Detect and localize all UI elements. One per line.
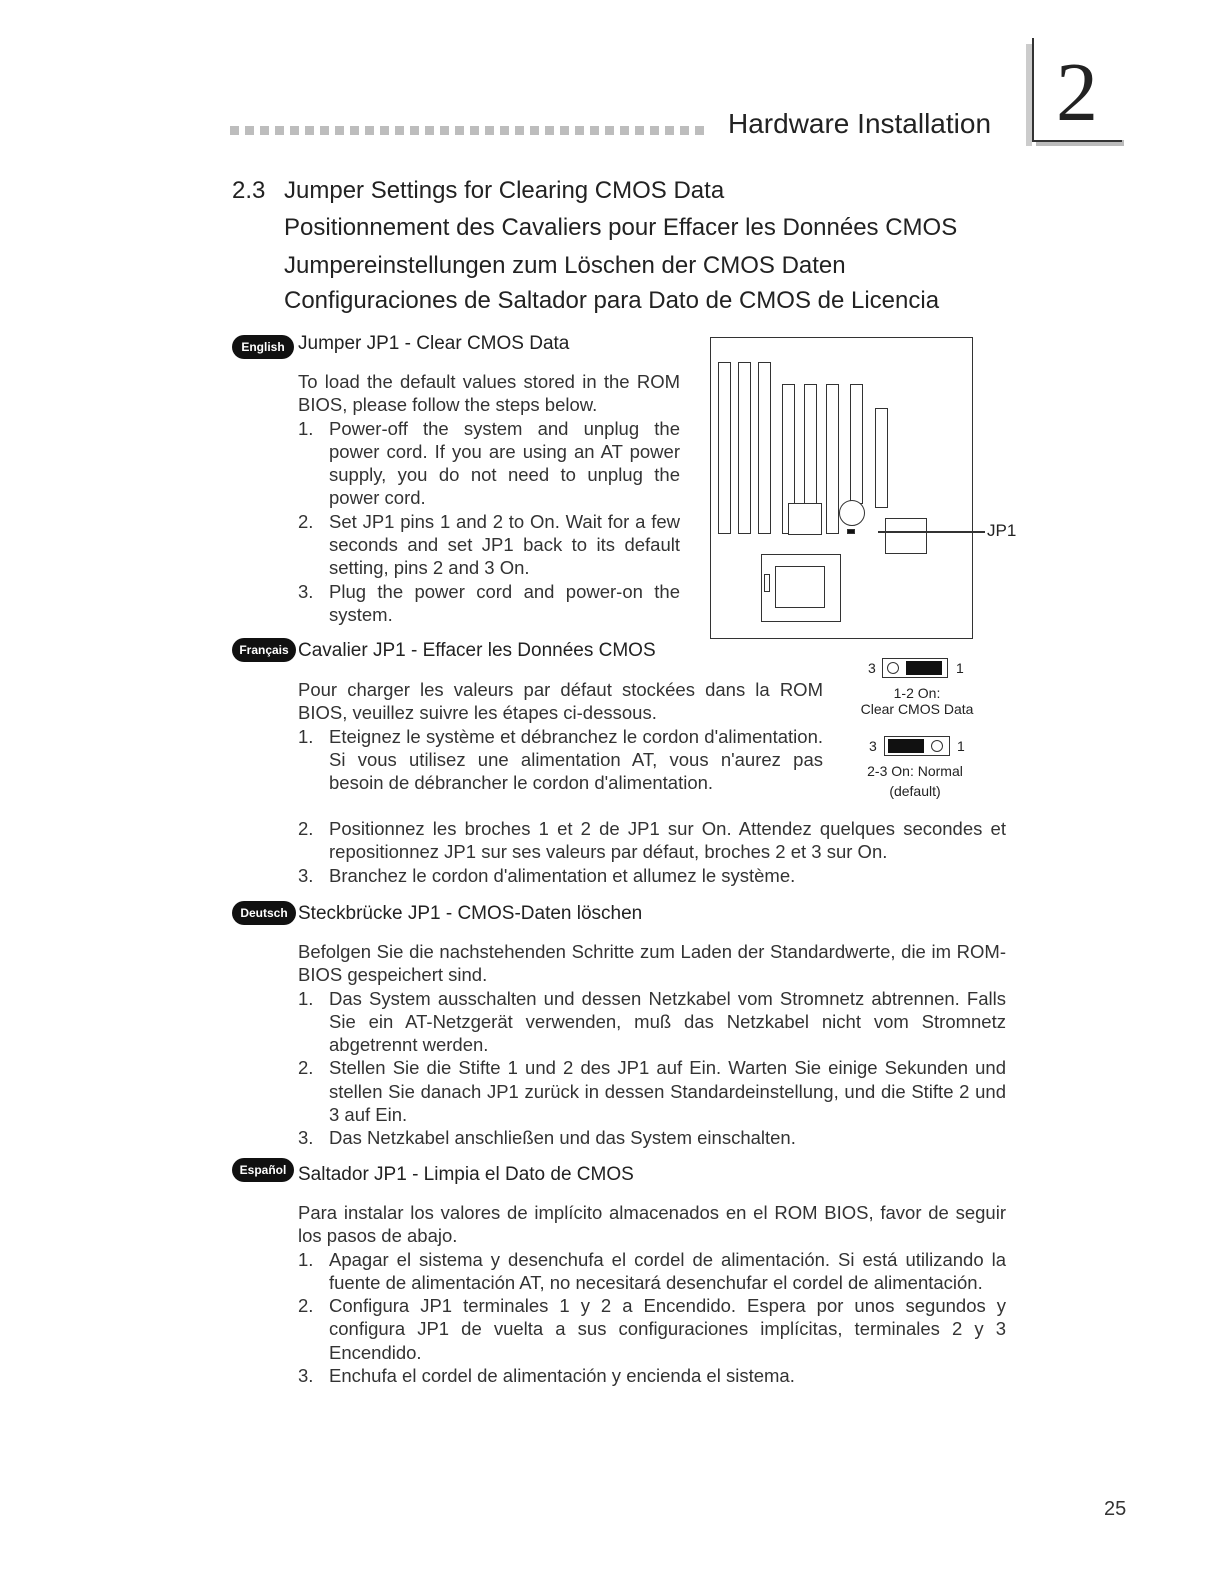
section-title-fr: Positionnement des Cavaliers pour Effacer les Données CMOS (284, 214, 958, 241)
english-steps (298, 417, 680, 627)
jumper-a-figure (882, 658, 948, 678)
jumper-b-pin3-label: 3 (869, 738, 877, 754)
jp1-label: JP1 (987, 521, 1017, 540)
espanol-body (298, 1201, 1006, 1387)
expansion-slot (850, 384, 863, 504)
list-item: 1. Eteignez le système et débranchez le cordon d'alimentation. Si vous utilisez une alimentation AT, vous n'aurez pas besoin de débrancher le cordon d'alimentation. (298, 725, 823, 794)
list-item: 2. Set JP1 pins 1 and 2 to On. Wait for a few seconds and set JP1 back to its default setting, pins 2 and 3 On. (298, 510, 680, 579)
jumper-a-caption-2: Clear CMOS Data (860, 701, 974, 717)
page-number: 25 (1104, 1498, 1127, 1520)
io-chip (885, 518, 927, 554)
francais-steps-continued (298, 817, 1006, 887)
espanol-steps (298, 1248, 1006, 1388)
jp1-pointer-line (878, 531, 985, 533)
francais-intro: Pour charger les valeurs par défaut stockées dans la ROM BIOS, veuillez suivre les étapes ci-dessous. (298, 679, 823, 724)
english-intro: To load the default values stored in the ROM BIOS, please follow the steps below. (298, 371, 680, 416)
open-pin (931, 740, 943, 752)
jumper-cap (888, 739, 924, 753)
list-item: 3. Branchez le cordon d'alimentation et allumez le système. (298, 864, 796, 886)
jumper-a-pin1-label: 1 (956, 660, 964, 676)
english-body (298, 370, 680, 626)
list-item: 3. Plug the power cord and power-on the system. (298, 580, 680, 625)
list-item: 2. Stellen Sie die Stifte 1 und 2 des JP1 auf Ein. Warten Sie einige Sekunden und stellen Sie danach JP1 zurück in dessen Standardeinstellung, und die Stifte 2 und 3 auf Ein. (298, 1057, 1006, 1126)
cpu-socket-inner (775, 566, 825, 608)
list-item: 1. Power-off the system and unplug the power cord. If you are using an AT power supply, you do not need to unplug the power cord. (298, 417, 680, 509)
jumper-b-caption-1: 2-3 On: Normal (867, 763, 963, 779)
open-pin (887, 662, 899, 674)
list-item: 1. Apagar el sistema y desenchufa el cordel de alimentación. Si está utilizando la fuente de alimentación AT, no necesitará desenchufar el cordel de alimentación. (298, 1248, 1006, 1293)
list-item: 3. Enchufa el cordel de alimentación y encienda el sistema. (298, 1365, 795, 1387)
jumper-b-caption-2: (default) (889, 783, 941, 799)
francais-steps (298, 725, 823, 795)
socket-lever (764, 574, 770, 592)
list-item: 1. Das System ausschalten und dessen Netzkabel vom Stromnetz abtrennen. Falls Sie ein AT-Netzgerät verwenden, muß das Netzkabel nicht vom Stromnetz abgetrennt werden. (298, 987, 1006, 1056)
language-badge-espanol: Español (232, 1158, 294, 1182)
list-item: 3. Das Netzkabel anschließen und das System einschalten. (298, 1127, 796, 1149)
motherboard-diagram (710, 337, 973, 639)
deutsch-steps (298, 987, 1006, 1150)
list-item: 2. Positionnez les broches 1 et 2 de JP1 sur On. Attendez quelques secondes et repositionnez JP1 sur ses valeurs par défaut, broches 2 et 3 sur On. (298, 818, 1006, 863)
francais-title: Cavalier JP1 - Effacer les Données CMOS (298, 640, 656, 661)
jumper-cap (906, 661, 942, 675)
jumper-a-pin3-label: 3 (868, 660, 876, 676)
deutsch-intro: Befolgen Sie die nachstehenden Schritte zum Laden der Standardwerte, die im ROM-BIOS gespeichert sind. (298, 941, 1006, 986)
section-title-es: Configuraciones de Saltador para Dato de CMOS de Licencia (284, 287, 940, 314)
expansion-slot (718, 362, 731, 534)
expansion-slot (875, 408, 888, 508)
deutsch-title: Steckbrücke JP1 - CMOS-Daten löschen (298, 903, 643, 924)
jp1-jumper (847, 529, 855, 534)
jumper-b-pin1-label: 1 (957, 738, 965, 754)
language-badge-francais: Français (232, 638, 296, 662)
espanol-title: Saltador JP1 - Limpia el Dato de CMOS (298, 1164, 634, 1185)
expansion-slot (738, 362, 751, 534)
english-title: Jumper JP1 - Clear CMOS Data (298, 333, 570, 354)
chip (788, 503, 822, 535)
header-dot-rule (230, 126, 716, 136)
section-title-en: Jumper Settings for Clearing CMOS Data (284, 177, 725, 204)
deutsch-body (298, 940, 1006, 1150)
francais-body-wide (298, 817, 1006, 887)
language-badge-english: English (232, 335, 294, 359)
espanol-intro: Para instalar los valores de implícito almacenados en el ROM BIOS, favor de seguir los pasos de abajo. (298, 1202, 1006, 1247)
list-item: 2. Configura JP1 terminales 1 y 2 a Encendido. Espera por unos segundos y configura JP1 de vuelta a sus configuraciones implícitas, terminales 2 y 3 Encendido. (298, 1295, 1006, 1363)
expansion-slot (758, 362, 771, 534)
section-title-de: Jumpereinstellungen zum Löschen der CMOS Daten (284, 252, 846, 279)
jumper-a-caption-1: 1-2 On: (893, 685, 941, 701)
language-badge-deutsch: Deutsch (232, 901, 296, 925)
francais-body (298, 678, 823, 794)
chapter-header-title: Hardware Installation (728, 108, 992, 139)
jumper-b-figure (884, 736, 950, 756)
section-number: 2.3 (232, 177, 266, 204)
battery (839, 500, 865, 526)
chapter-number: 2 (1056, 46, 1098, 139)
expansion-slot (826, 384, 839, 534)
